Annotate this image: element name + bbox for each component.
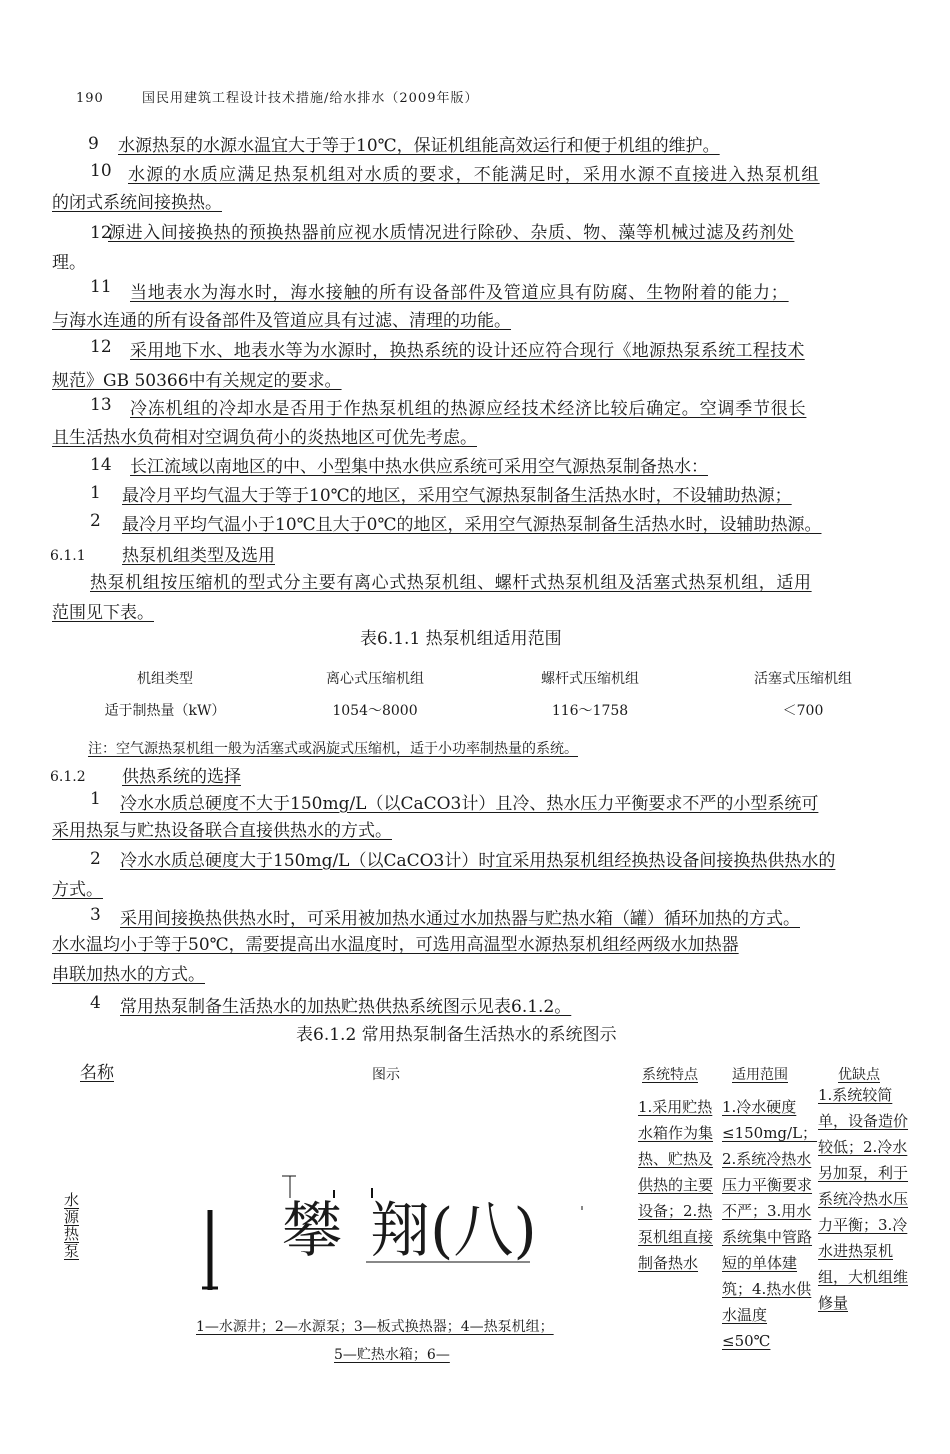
item-number: 14 — [90, 455, 112, 475]
section-title: 热泵机组类型及选用 — [122, 546, 275, 566]
item-text: 规范》GB 50366中有关规定的要求。 — [52, 371, 342, 391]
table-caption: 表6.1.2 常用热泵制备生活热水的系统图示 — [296, 1025, 617, 1045]
table-header-cell: 优缺点 — [838, 1067, 880, 1083]
table-header-cell: 机组类型 — [137, 671, 193, 687]
item-number: 13 — [90, 395, 112, 415]
item-text: 冷冻机组的冷却水是否用于作热泵机组的热源应经技术经济比较后确定。空调季节很长 — [130, 399, 807, 419]
item-number: 2 — [90, 511, 101, 531]
paragraph: 采用热泵与贮热设备联合直接供热水的方式。 — [52, 821, 392, 841]
figure-legend: 1—水源井；2—水源泵；3—板式换热器；4—热泵机组； — [196, 1319, 554, 1335]
table-header-cell: 活塞式压缩机组 — [754, 671, 852, 687]
section-title: 供热系统的选择 — [122, 767, 241, 787]
table-header-cell: 图示 — [372, 1067, 400, 1083]
item-text: 源进入间接换热的预换热器前应视水质情况进行除砂、杂质、物、藻等机械过滤及药剂处 — [108, 223, 795, 243]
item-number: 9 — [88, 134, 99, 154]
table-cell-scope: 1.冷水硬度≤150mg/L；2.系统冷热水压力平衡要求不严；3.用水系统集中管路短的单体建筑；4.热水供水温度≤50℃ — [722, 1098, 818, 1350]
item-text: 最冷月平均气温大于等于10℃的地区，采用空气源热泵制备生活热水时，不设辅助热源； — [122, 486, 792, 506]
item-text: 理。 — [52, 253, 86, 273]
table-cell-features: 1.采用贮热水箱作为集热、贮热及供热的主要设备；2.热泵机组直接制备热水 — [638, 1098, 714, 1272]
table-cell: 1054～8000 — [332, 703, 418, 719]
item-number: 2 — [90, 849, 101, 869]
table-header-cell: 螺杆式压缩机组 — [541, 671, 639, 687]
paragraph: 冷水水质总硬度大于150mg/L（以CaCO3计）时宜采用热泵机组经换热设备间接换热供热水的 — [120, 851, 836, 871]
item-number: 4 — [90, 993, 101, 1013]
paragraph: 冷水水质总硬度不大于150mg/L（以CaCO3计）且冷、热水压力平衡要求不严的小型系统可 — [120, 794, 819, 814]
item-number: 1 — [90, 483, 101, 503]
paragraph: 范围见下表。 — [52, 603, 154, 623]
item-number: 12 — [90, 337, 112, 357]
paragraph: 串联加热水的方式。 — [52, 965, 205, 985]
table-cell-name: 水源热泵 — [64, 1191, 80, 1260]
table-header-cell: 适用范围 — [732, 1067, 788, 1083]
item-text: 且生活热水负荷相对空调负荷小的炎热地区可优先考虑。 — [52, 428, 477, 448]
item-text: 的闭式系统间接换热。 — [52, 193, 222, 213]
item-text: 采用地下水、地表水等为水源时，换热系统的设计还应符合现行《地源热泵系统工程技术 — [130, 341, 805, 361]
item-number: 1 — [90, 789, 101, 809]
figure-text: 攀 — [282, 1196, 342, 1266]
table-cell: 116～1758 — [551, 703, 629, 719]
paragraph: 热泵机组按压缩机的型式分主要有离心式热泵机组、螺杆式热泵机组及活塞式热泵机组，适用 — [90, 573, 812, 593]
table-note: 注：空气源热泵机组一般为活塞式或涡旋式压缩机，适于小功率制热量的系统。 — [88, 741, 578, 757]
table-header-cell: 离心式压缩机组 — [326, 671, 424, 687]
table-cell: ＜700 — [782, 703, 824, 719]
item-text: 水源热泵的水源水温宜大于等于10℃，保证机组能高效运行和便于机组的维护。 — [118, 136, 720, 156]
item-number: 11 — [90, 277, 112, 297]
running-header: 国民用建筑工程设计技术措施/给水排水（2009年版） — [142, 91, 479, 106]
item-text: 最冷月平均气温小于10℃且大于0℃的地区，采用空气源热泵制备生活热水时，设辅助热源。 — [122, 515, 822, 535]
paragraph: 方式。 — [52, 880, 103, 900]
item-number: 12 — [90, 223, 112, 243]
table-header-cell: 系统特点 — [642, 1067, 698, 1083]
item-number: 10 — [90, 161, 112, 181]
table-caption: 表6.1.1 热泵机组适用范围 — [360, 629, 562, 649]
section-number: 6.1.2 — [50, 769, 86, 785]
item-text: 长江流域以南地区的中、小型集中热水供应系统可采用空气源热泵制备热水： — [130, 457, 708, 477]
figure-legend: 5—贮热水箱；6— — [334, 1347, 450, 1363]
item-text: 当地表水为海水时，海水接触的所有设备部件及管道应具有防腐、生物附着的能力； — [130, 283, 789, 303]
table-cell: 适于制热量（kW） — [104, 703, 226, 719]
page-number: 190 — [76, 91, 104, 106]
paragraph: 采用间接换热供热水时，可采用被加热水通过水加热器与贮热水箱（罐）循环加热的方式。 — [120, 909, 800, 929]
figure-text: 翔(八) — [370, 1196, 537, 1266]
section-number: 6.1.1 — [50, 548, 86, 564]
item-number: 3 — [90, 905, 101, 925]
item-text: 与海水连通的所有设备部件及管道应具有过滤、清理的功能。 — [52, 311, 511, 331]
table-cell-pros-cons: 1.系统较简单，设备造价较低；2.冷水另加泵，利于系统冷热水压力平衡；3.冷水进热泵机组，大机组维修量 — [818, 1086, 909, 1312]
table-header-cell: 名称 — [80, 1063, 114, 1083]
paragraph: 常用热泵制备生活热水的加热贮热供热系统图示见表6.1.2。 — [120, 997, 572, 1017]
item-text: 水源的水质应满足热泵机组对水质的要求，不能满足时，采用水源不直接进入热泵机组 — [128, 165, 820, 185]
paragraph: 水水温均小于等于50℃，需要提高出水温度时，可选用高温型水源热泵机组经两级水加热器 — [52, 935, 739, 955]
